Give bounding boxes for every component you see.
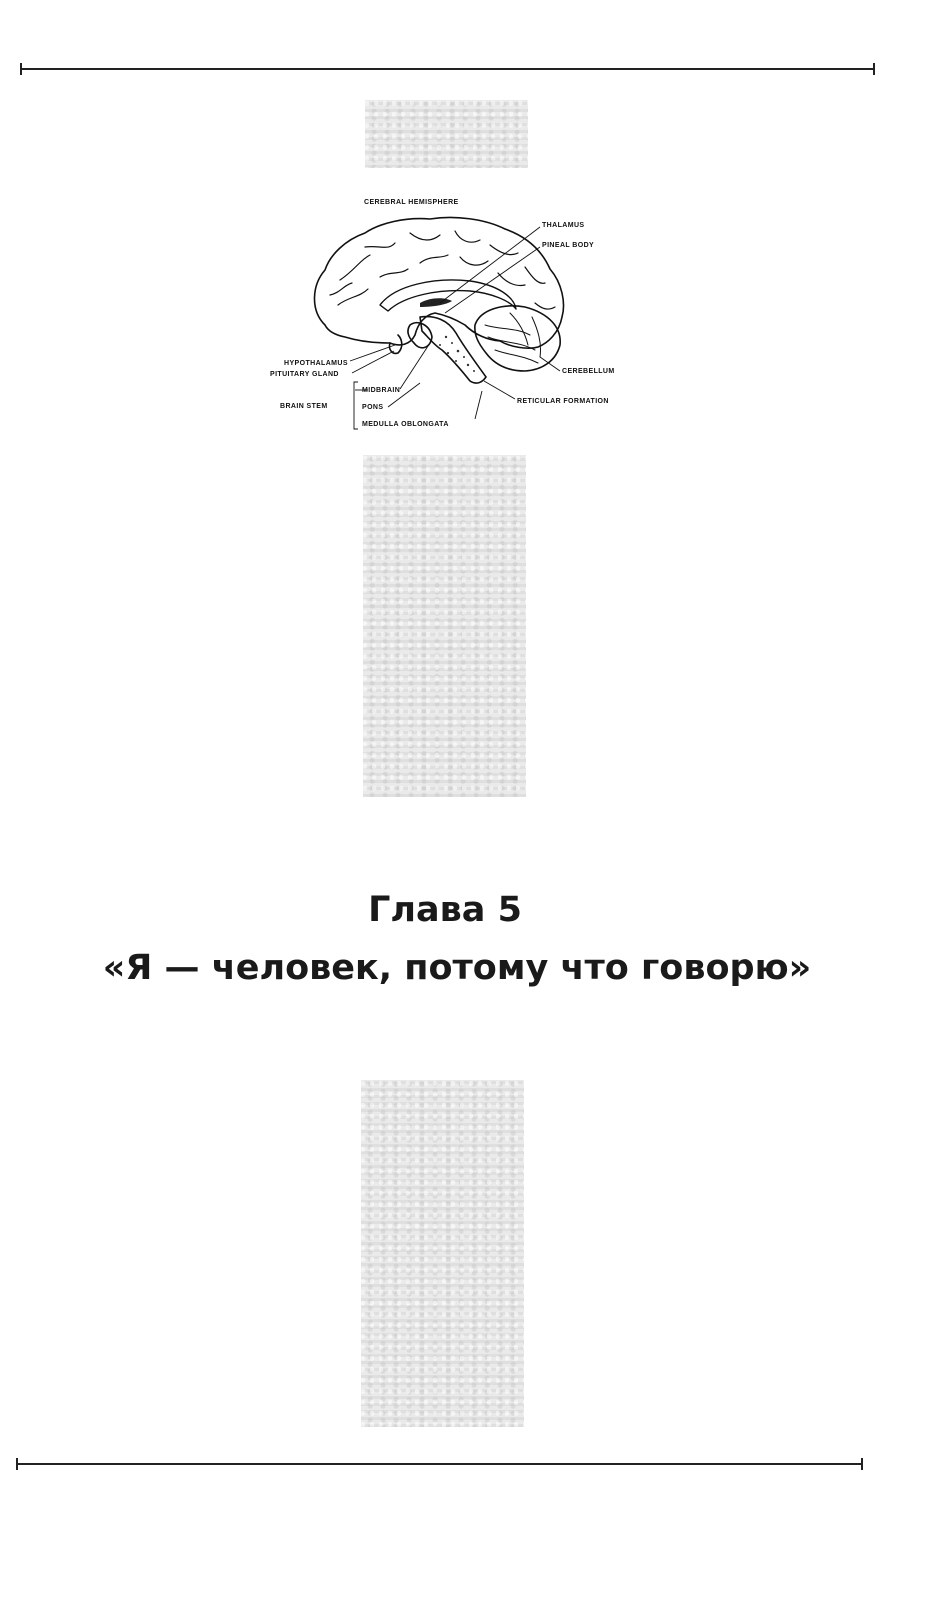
decorative-texture-top: [365, 100, 528, 168]
cerebellum-folia: [485, 313, 541, 363]
label-thalamus: THALAMUS: [542, 222, 585, 229]
label-midbrain: MIDBRAIN: [362, 387, 401, 394]
decorative-texture-middle: [363, 455, 526, 797]
chapter-title: «Я — человек, потому что говорю»: [102, 948, 812, 988]
brain-diagram: [270, 185, 680, 435]
label-cerebellum: CEREBELLUM: [562, 368, 615, 375]
label-pineal-body: PINEAL BODY: [542, 242, 595, 249]
chapter-number: Глава 5: [368, 890, 522, 930]
gyri: [330, 231, 555, 309]
decorative-texture-bottom: [361, 1080, 524, 1427]
label-pons: PONS: [362, 404, 384, 411]
label-brain-stem: BRAIN STEM: [280, 403, 328, 410]
label-cerebral-hemisphere: CEREBRAL HEMISPHERE: [364, 199, 459, 206]
label-pituitary-gland: PITUITARY GLAND: [270, 371, 339, 378]
midbrain-pons-shape: [408, 323, 432, 348]
corpus-callosum: [380, 280, 516, 311]
label-medulla-oblongata: MEDULLA OBLONGATA: [362, 421, 449, 428]
top-divider: [20, 68, 875, 70]
thalamus-shape: [420, 298, 452, 307]
label-hypothalamus: HYPOTHALAMUS: [284, 360, 348, 367]
brainstem-shape: [420, 317, 486, 384]
label-reticular-formation: RETICULAR FORMATION: [517, 398, 609, 405]
bottom-divider: [16, 1463, 863, 1465]
